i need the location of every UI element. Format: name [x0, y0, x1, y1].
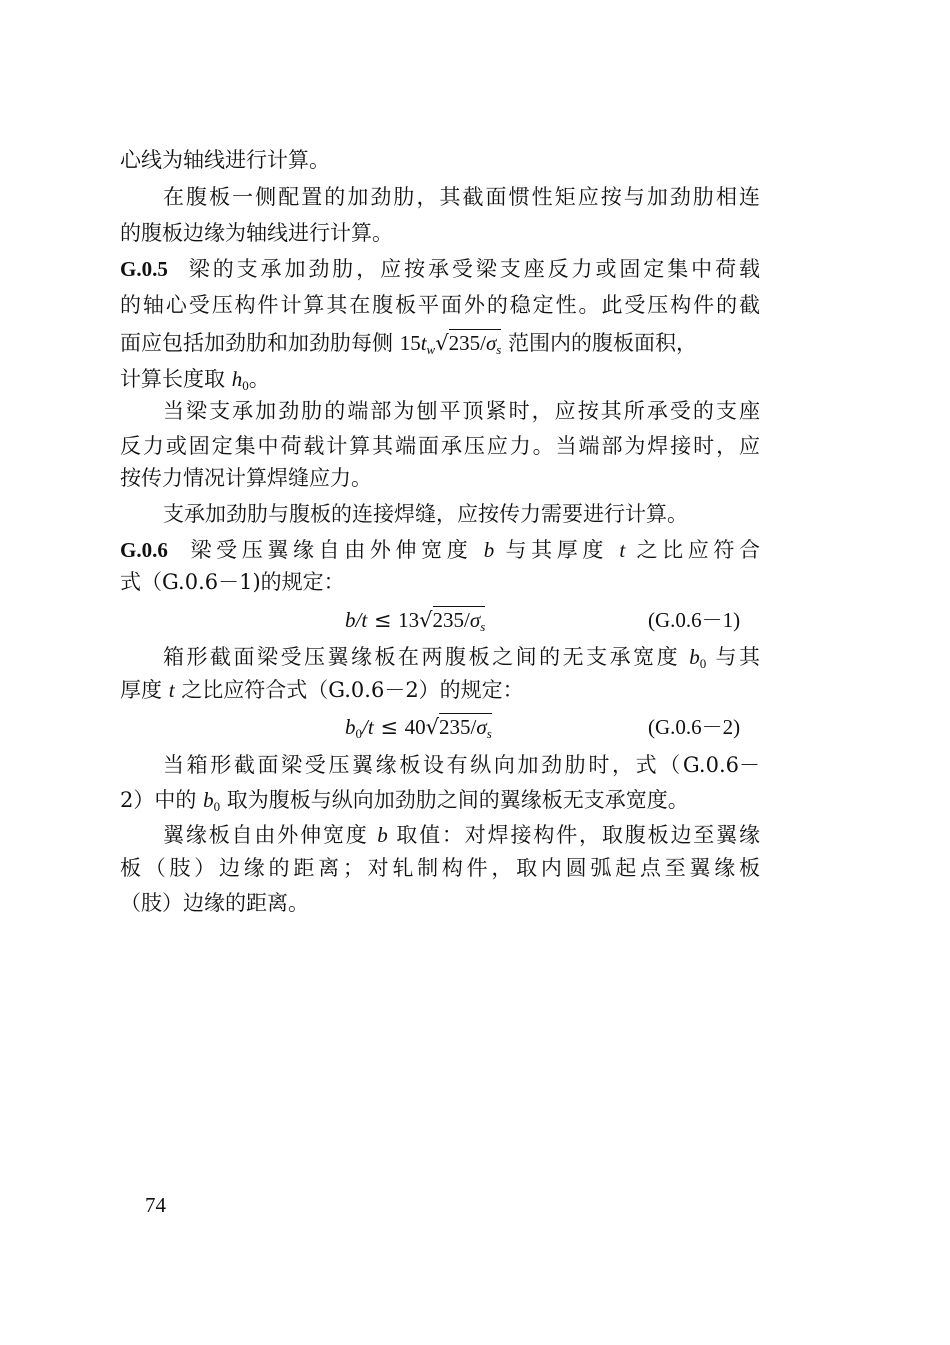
- text-line-3: 的腹板边缘为轴线进行计算。: [120, 221, 393, 245]
- text-line-10: 按传力情况计算焊缝应力。: [120, 466, 372, 490]
- radical-bar: $235/\sigma_s$: [439, 715, 492, 741]
- section-number-g06: G.0.6: [120, 538, 168, 562]
- radical-bar: $235/\sigma_s$: [432, 608, 486, 634]
- text-line-14: 箱形截面梁受压翼缘板在两腹板之间的无支承宽度 b0 与其: [163, 645, 760, 671]
- text-line-1: 心线为轴线进行计算。: [120, 148, 330, 172]
- text-line-6: 面应包括加劲肋和加劲肋每侧 $15t_w√235/\sigma_s$ 范围内的腹板面积，: [120, 331, 698, 357]
- text-line-15: 厚度 t 之比应符合式（G.0.6－2）的规定：: [120, 678, 524, 702]
- equation-number-g06-2: (G.0.6－2): [648, 715, 741, 739]
- text-line-5: 的轴心受压构件计算其在腹板平面外的稳定性。此受压构件的截: [120, 293, 760, 317]
- text-line-16: 当箱形截面梁受压翼缘板设有纵向加劲肋时，式（G.0.6－: [163, 753, 760, 777]
- text-line-4: G.0.5 梁的支承加劲肋，应按承受梁支座反力或固定集中荷载: [120, 257, 760, 281]
- text-line-19: 板（肢）边缘的距离；对轧制构件，取内圆弧起点至翼缘板: [120, 856, 760, 880]
- text-line-18: 翼缘板自由外伸宽度 b 取值：对焊接构件，取腹板边至翼缘: [163, 823, 760, 847]
- text-line-9: 反力或固定集中荷载计算其端面承压应力。当端部为焊接时，应: [120, 434, 760, 458]
- text-line-7: 计算长度取 h0。: [120, 367, 270, 393]
- equation-g06-2: $b0/t \le 40√235/\sigma_s$: [345, 715, 492, 741]
- equation-number-g06-1: (G.0.6－1): [648, 608, 741, 632]
- section-number-g05: G.0.5: [120, 257, 168, 281]
- text-line-11: 支承加劲肋与腹板的连接焊缝，应按传力需要进行计算。: [163, 502, 688, 526]
- equation-g06-1: $b/t \le 13√235/\sigma_s$: [345, 608, 486, 634]
- text-line-8: 当梁支承加劲肋的端部为刨平顶紧时，应按其所承受的支座: [163, 399, 760, 423]
- text-line-13: 式（G.0.6－1)的规定：: [120, 570, 345, 594]
- radical-bar: $235/\sigma_s$: [448, 331, 502, 357]
- text-line-2: 在腹板一侧配置的加劲肋，其截面惯性矩应按与加劲肋相连: [163, 185, 760, 209]
- text-line-17: 2）中的 b0 取为腹板与纵向加劲肋之间的翼缘板无支承宽度。: [120, 788, 689, 814]
- text-line-12: G.0.6 梁受压翼缘自由外伸宽度 b 与其厚度 t 之比应符合: [120, 538, 760, 562]
- text-line-20: （肢）边缘的距离。: [120, 891, 309, 915]
- page-number: 74: [145, 1193, 166, 1217]
